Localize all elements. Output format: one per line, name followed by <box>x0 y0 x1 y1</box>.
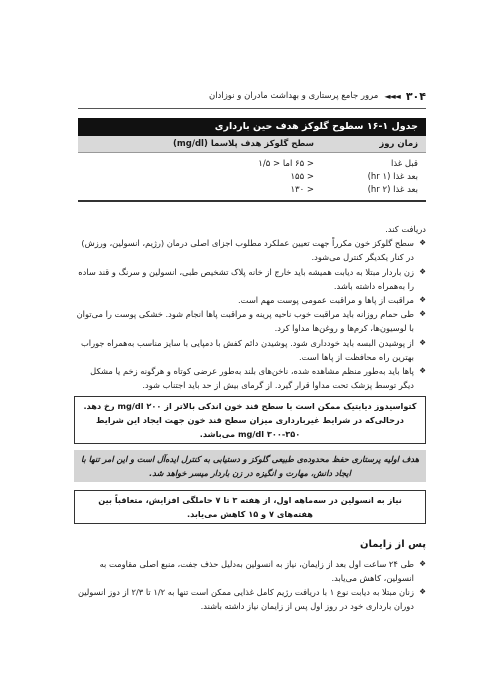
list-item <box>74 236 426 264</box>
body-text <box>74 222 426 613</box>
list-item <box>74 265 426 293</box>
glucose-target-table <box>78 118 426 202</box>
nursing-goal-box: هدف اولیه پرستاری حفظ محدوده‌ی طبیعی گلوکز و دستیابی به کنترل ایده‌آل است و این امر تنها با ایجاد دانش، مهارت و انگیزه در زن باردار میسر خواهد شد. <box>74 450 426 482</box>
bullet-icon: ❖ <box>419 238 426 248</box>
list-item <box>74 557 426 585</box>
table-cell-value: < ۶۵ اما < ۱/۵ <box>258 158 314 169</box>
postpartum-bullet-list <box>74 557 426 614</box>
insulin-need-box: نیاز به انسولین در سه‌ماهه اول، از هفته ۳ تا ۷ حاملگی افزایش، متعاقباً بین هفته‌های ۷ و ۱۵ کاهش می‌یابد. <box>74 490 426 524</box>
bullet-icon: ❖ <box>419 558 426 568</box>
intro-line: دریافت کند. <box>385 224 426 234</box>
list-item-text: سطح گلوکز خون مکرراً جهت تعیین عملکرد مطلوب اجزای اصلی درمان (رژیم، انسولین، ورزش) در کنار یکدیگر کنترل می‌شود. <box>81 238 414 263</box>
list-item-text: از پوشیدن البسه باید خودداری شود. پوشیدن دائم کفش با دمپایی با سایز مناسب به‌همراه جوراب بهترین راه محافظت از پاها است. <box>80 337 414 362</box>
bullet-icon: ❖ <box>419 295 426 305</box>
column-header-time: زمان روز <box>379 139 418 149</box>
header-arrows: ◄◄◄ <box>384 91 400 101</box>
section-title-postpartum: پس از زایمان <box>360 539 426 551</box>
list-item-text: مراقبت از پاها و مراقبت عمومی پوست مهم است. <box>238 295 414 306</box>
list-item <box>74 336 426 364</box>
list-item-text: طی ۲۴ ساعت اول بعد از زایمان، نیاز به انسولین به‌دلیل حذف جفت، منبع اصلی مقاومت به انسولین، کاهش می‌یابد. <box>99 558 414 583</box>
running-header <box>78 88 426 104</box>
table-row <box>78 183 426 196</box>
table-body <box>78 153 426 202</box>
bullet-icon: ❖ <box>419 366 426 376</box>
header-rule <box>78 108 426 109</box>
table-caption: جدول ۱-۱۶ سطوح گلوکز هدف حین بارداری <box>78 118 426 136</box>
bullet-icon: ❖ <box>419 266 426 276</box>
list-item <box>74 585 426 613</box>
bullet-icon: ❖ <box>419 587 426 597</box>
table-cell-value: < ۱۳۰ <box>290 184 314 195</box>
table-cell-time: بعد غذا (۱ hr) <box>367 171 418 182</box>
list-item <box>74 307 426 335</box>
column-header-value: سطح گلوکز هدف پلاسما (mg/dl) <box>173 139 314 149</box>
care-bullet-list <box>74 236 426 392</box>
list-item-text: طی حمام روزانه باید مراقبت خوب ناحیه پرینه و مراقبت پاها انجام شود. خشکی پوست را می‌توان با لوسیون‌ها، کرم‌ها و روغن‌ها مداوا کرد. <box>76 309 414 334</box>
list-item <box>74 364 426 392</box>
table-cell-time: بعد غذا (۲ hr) <box>367 184 418 195</box>
ketoacidosis-note-box: کتواسیدوز دیابتیک ممکن است با سطح قند خون اندکی بالاتر از ۲۰۰ mg/dl رخ دهد. درحالی‌که در شرایط غیربارداری میزان سطح قند خون جهت ایجاد این شرایط ۳۵۰-۳۰۰ mg/dl می‌باشد. <box>74 396 426 444</box>
bullet-icon: ❖ <box>419 309 426 319</box>
table-row <box>78 157 426 170</box>
list-item-text: زنان مبتلا به دیابت نوع ۱ با دریافت رژیم کامل غذایی ممکن است تنها به ۱/۲ تا ۲/۳ از دوز انسولین دوران بارداری خود در روز اول پس از زایمان نیاز داشته باشند. <box>77 587 414 612</box>
list-item <box>74 293 426 307</box>
list-item-text: پاها باید به‌طور منظم مشاهده شده، ناخن‌های بلند به‌طور عرضی کوتاه و هرگونه زخم یا مشکل دیگر توسط پزشک تحت مداوا قرار گیرد. از گرمای بیش از حد باید اجتناب شود. <box>90 366 414 391</box>
table-cell-value: < ۱۵۵ <box>290 171 314 182</box>
table-header-row <box>78 136 426 153</box>
list-item-text: زن باردار مبتلا به دیابت همیشه باید خارج از خانه پلاک تشخیص طبی، انسولین و سرنگ و قند ساده را به‌همراه داشته باشد. <box>78 266 414 291</box>
bullet-icon: ❖ <box>419 337 426 347</box>
page-number: ۳۰۴ <box>405 89 426 103</box>
table-row <box>78 170 426 183</box>
running-title: مرور جامع پرستاری و بهداشت مادران و نوزادان <box>208 91 379 101</box>
table-cell-time: قبل غذا <box>390 158 418 169</box>
